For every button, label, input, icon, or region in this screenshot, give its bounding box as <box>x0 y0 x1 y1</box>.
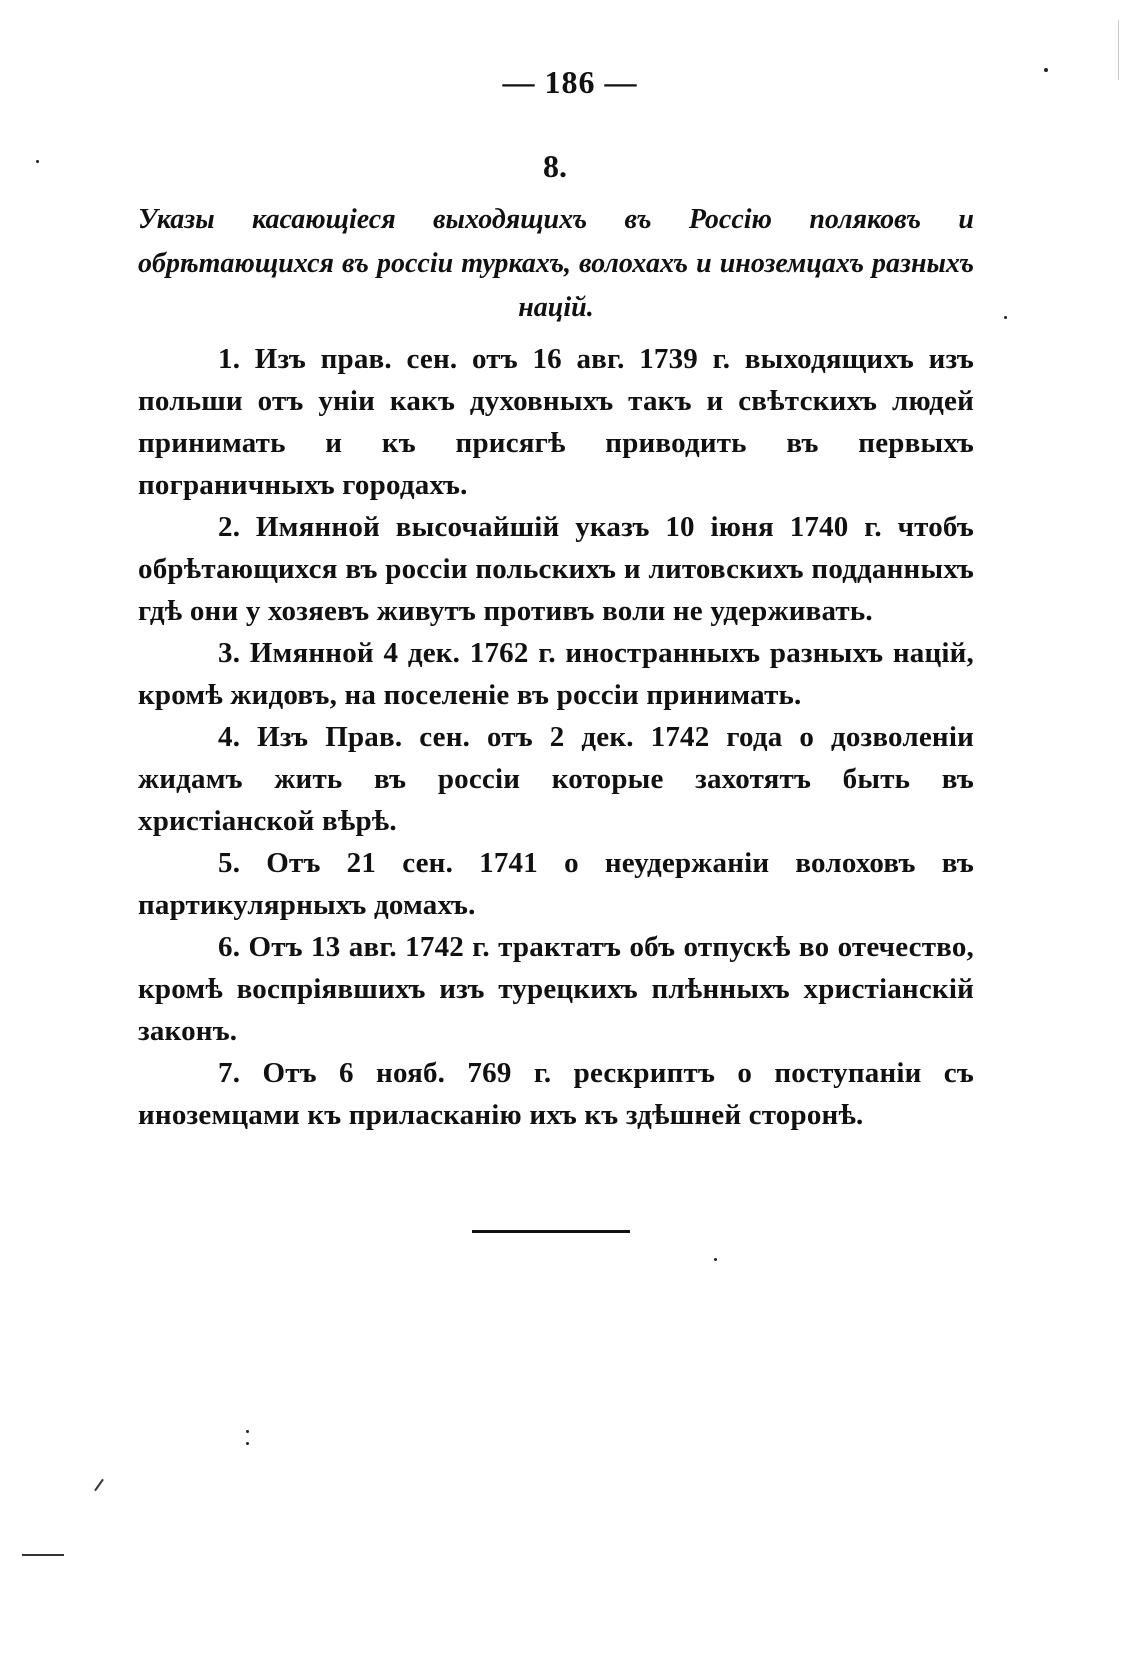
margin-mark <box>94 1479 104 1492</box>
paragraph-7: 7. Отъ 6 нояб. 769 г. рескриптъ о поступаніи съ иноземцами къ приласканію ихъ къ здѣшней сторонѣ. <box>138 1057 974 1131</box>
margin-mark <box>1118 20 1119 80</box>
paragraph-2: 2. Имянной высочайшій указъ 10 іюня 1740 г. чтобъ обрѣтающихся въ россіи польскихъ и литовскихъ подданныхъ гдѣ они у хозяевъ живутъ противъ воли не удерживать. <box>138 511 974 627</box>
paragraph-3: 3. Имянной 4 дек. 1762 г. иностранныхъ разныхъ націй, кромѣ жидовъ, на поселеніе въ россіи принимать. <box>138 637 974 711</box>
paragraph-5: 5. Отъ 21 сен. 1741 о неудержаніи волоховъ въ партикулярныхъ домахъ. <box>138 847 974 921</box>
paragraph-6: 6. Отъ 13 авг. 1742 г. трактатъ объ отпускѣ во отечество, кромѣ воспріявшихъ изъ турецкихъ плѣнныхъ христіанскій законъ. <box>138 931 974 1047</box>
scan-speck <box>1004 316 1007 319</box>
section-title: Указы касающіеся выходящихъ въ Россію поляковъ и обрѣтающихся въ россіи туркахъ, волохахъ и иноземцахъ разныхъ націй. <box>138 204 974 323</box>
scan-speck <box>246 1430 249 1433</box>
paragraph-4: 4. Изъ Прав. сен. отъ 2 дек. 1742 года о дозволеніи жидамъ жить въ россіи которые захотятъ быть въ христіанской вѣрѣ. <box>138 721 974 837</box>
document-body <box>138 338 974 1136</box>
scan-speck <box>1044 68 1048 72</box>
closing-rule <box>472 1230 630 1233</box>
page-number: — 186 — <box>502 64 638 100</box>
section-number: 8. <box>543 148 567 184</box>
scan-speck <box>246 1442 249 1445</box>
paragraph-1: 1. Изъ прав. сен. отъ 16 авг. 1739 г. выходящихъ изъ польши отъ уніи какъ духовныхъ такъ и свѣтскихъ людей принимать и къ присягѣ приводить въ первыхъ пограничныхъ городахъ. <box>138 343 974 501</box>
scan-speck <box>714 1258 717 1261</box>
scan-speck <box>36 160 39 163</box>
margin-mark <box>22 1554 64 1556</box>
